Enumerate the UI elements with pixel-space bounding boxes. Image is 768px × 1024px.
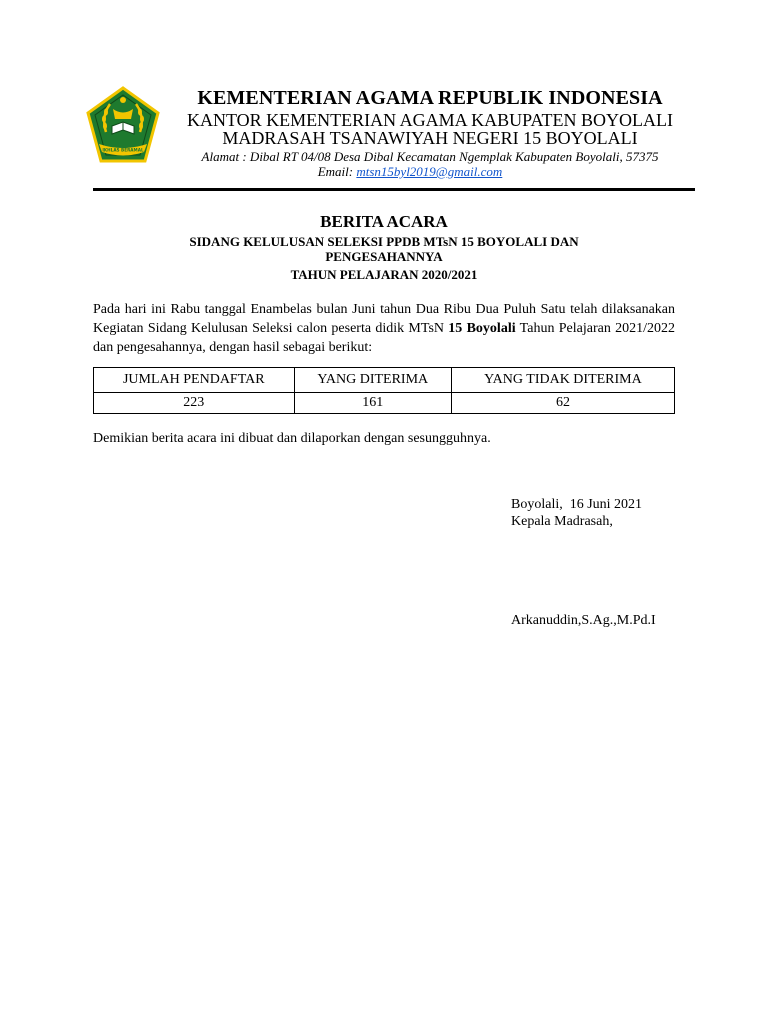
- email-line: [150, 164, 670, 180]
- signer-name: Arkanuddin,S.Ag.,M.Pd.I: [511, 613, 656, 628]
- school-address: Alamat : Dibal RT 04/08 Desa Dibal Kecamatan Ngemplak Kabupaten Boyolali, 57375: [201, 149, 659, 164]
- para-text-1: Pada hari ini Rabu tanggal Enambelas bulan Juni tahun Dua Ribu Dua Puluh Satu telah dilaksanakan Kegiatan Sidang Kelulusan Seleksi calon peserta didik MTsN: [93, 302, 675, 336]
- email-label: Email:: [317, 164, 357, 179]
- closing-statement: Demikian berita acara ini dibuat dan dilaporkan dengan sesungguhnya.: [93, 431, 491, 446]
- document-subtitle: [93, 234, 675, 264]
- school-title: MADRASAH TSANAWIYAH NEGERI 15 BOYOLALI: [222, 128, 638, 148]
- body-paragraph: [93, 300, 675, 357]
- subtitle-line-1: SIDANG KELULUSAN SELEKSI PPDB MTsN 15 BOYOLALI DAN: [189, 234, 579, 249]
- document-title: BERITA ACARA: [320, 212, 448, 231]
- para-text-2: Tahun Pelajaran 2021/2022 dan pengesahannya, dengan hasil sebagai berikut:: [93, 321, 675, 355]
- table-header-row: [94, 368, 675, 393]
- svg-text:IKHLAS BERAMAL: IKHLAS BERAMAL: [102, 147, 144, 153]
- subtitle-line-2: PENGESAHANNYA: [325, 249, 443, 264]
- email-link[interactable]: mtsn15byl2019@gmail.com: [356, 164, 503, 179]
- header-not-accepted: YANG TIDAK DITERIMA: [451, 368, 674, 393]
- ministry-logo: [86, 86, 160, 164]
- value-not-accepted: 62: [451, 393, 674, 414]
- header-divider: [93, 188, 695, 191]
- academic-year: TAHUN PELAJARAN 2020/2021: [290, 267, 478, 282]
- office-title: KANTOR KEMENTERIAN AGAMA KABUPATEN BOYOLALI: [186, 110, 673, 130]
- signer-position: Kepala Madrasah,: [511, 514, 613, 529]
- para-text-bold: 15 Boyolali: [448, 321, 516, 336]
- value-registrants: 223: [94, 393, 295, 414]
- place-date: Boyolali, 16 Juni 2021: [511, 497, 643, 512]
- table-row: [94, 393, 675, 414]
- ministry-title: KEMENTERIAN AGAMA REPUBLIK INDONESIA: [197, 87, 663, 109]
- results-table: [93, 367, 675, 414]
- header-registrants: JUMLAH PENDAFTAR: [94, 368, 295, 393]
- value-accepted: 161: [294, 393, 451, 414]
- header-accepted: YANG DITERIMA: [294, 368, 451, 393]
